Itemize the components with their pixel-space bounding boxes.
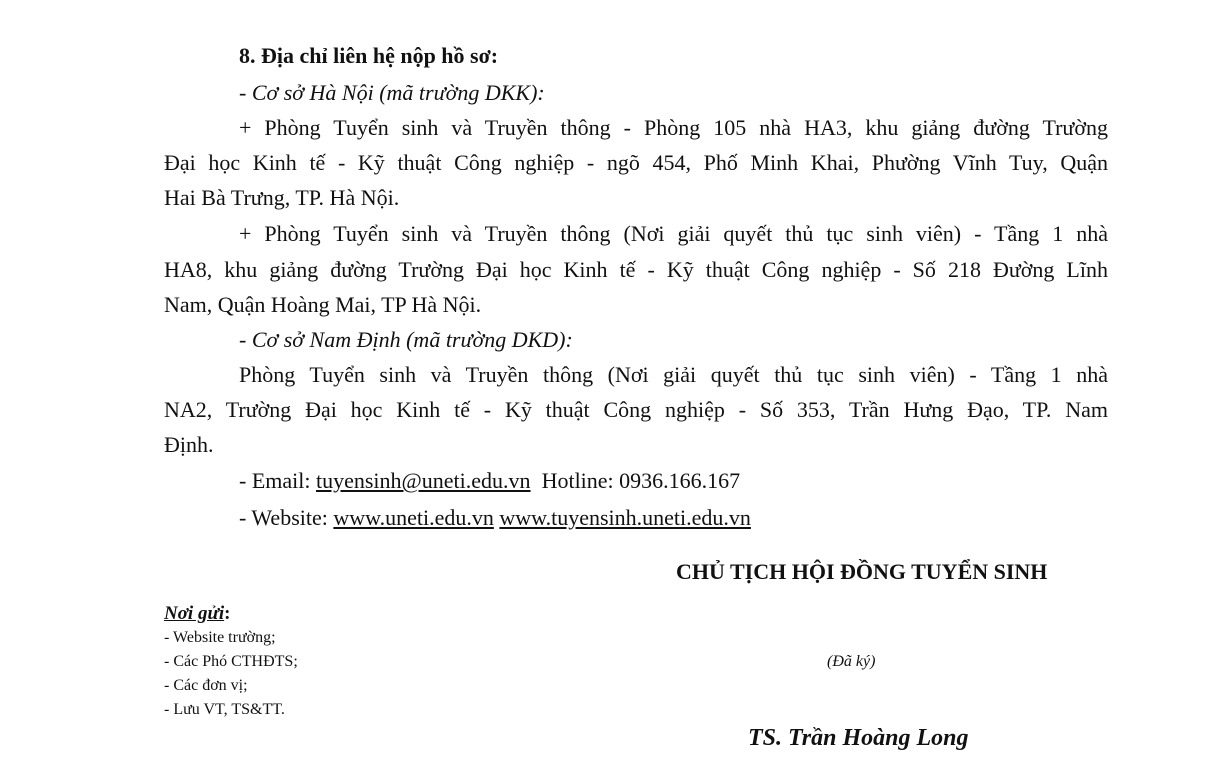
hanoi-office2-line2: HA8, khu giảng đường Trường Đại học Kinh tế - Kỹ thuật Công nghiệp - Số 218 Đường Lĩnh [164, 257, 1108, 282]
recipient-item: - Các đơn vị; [164, 677, 248, 694]
website-link-admissions[interactable]: www.tuyensinh.uneti.edu.vn [499, 505, 751, 530]
email-row [239, 467, 740, 495]
recipient-item: - Các Phó CTHĐTS; [164, 653, 298, 670]
website-label: - Website: [239, 505, 334, 530]
namdinh-office-line1: Phòng Tuyển sinh và Truyền thông (Nơi giải quyết thủ tục sinh viên) - Tầng 1 nhà [239, 362, 1108, 387]
recipient-item: - Lưu VT, TS&TT. [164, 701, 285, 718]
hanoi-office2-line1: + Phòng Tuyển sinh và Truyền thông (Nơi giải quyết thủ tục sinh viên) - Tầng 1 nhà [239, 221, 1108, 246]
signer-name: TS. Trần Hoàng Long [748, 725, 969, 751]
hanoi-office2-line3: Nam, Quận Hoàng Mai, TP Hà Nội. [164, 292, 482, 317]
signature-title: CHỦ TỊCH HỘI ĐỒNG TUYỂN SINH [676, 559, 1048, 584]
hanoi-office1-line3: Hai Bà Trưng, TP. Hà Nội. [164, 185, 400, 210]
website-link-main[interactable]: www.uneti.edu.vn [333, 505, 494, 530]
hotline-text: Hotline: 0936.166.167 [541, 468, 741, 493]
hanoi-office1-line1: + Phòng Tuyển sinh và Truyền thông - Phòng 105 nhà HA3, khu giảng đường Trường [239, 115, 1108, 140]
namdinh-campus-title: - Cơ sở Nam Định (mã trường DKD): [239, 327, 573, 352]
hanoi-office1-line2: Đại học Kinh tế - Kỹ thuật Công nghiệp - ngõ 454, Phố Minh Khai, Phường Vĩnh Tuy, Quận [164, 150, 1108, 175]
hanoi-campus-title: - Cơ sở Hà Nội (mã trường DKK): [239, 80, 545, 105]
section-heading: 8. Địa chỉ liên hệ nộp hồ sơ: [239, 43, 499, 68]
email-label: - Email: [239, 468, 316, 493]
signed-note: (Đã ký) [827, 653, 876, 670]
recipients-heading [164, 600, 230, 628]
email-link[interactable]: tuyensinh@uneti.edu.vn [315, 468, 531, 493]
namdinh-office-line3: Định. [164, 432, 214, 457]
recipient-item: - Website trường; [164, 629, 276, 646]
recipients-colon: : [224, 603, 231, 624]
recipients-label: Nơi gửi [164, 603, 225, 624]
namdinh-office-line2: NA2, Trường Đại học Kinh tế - Kỹ thuật Công nghiệp - Số 353, Trần Hưng Đạo, TP. Nam [164, 397, 1108, 422]
website-row [239, 504, 751, 532]
